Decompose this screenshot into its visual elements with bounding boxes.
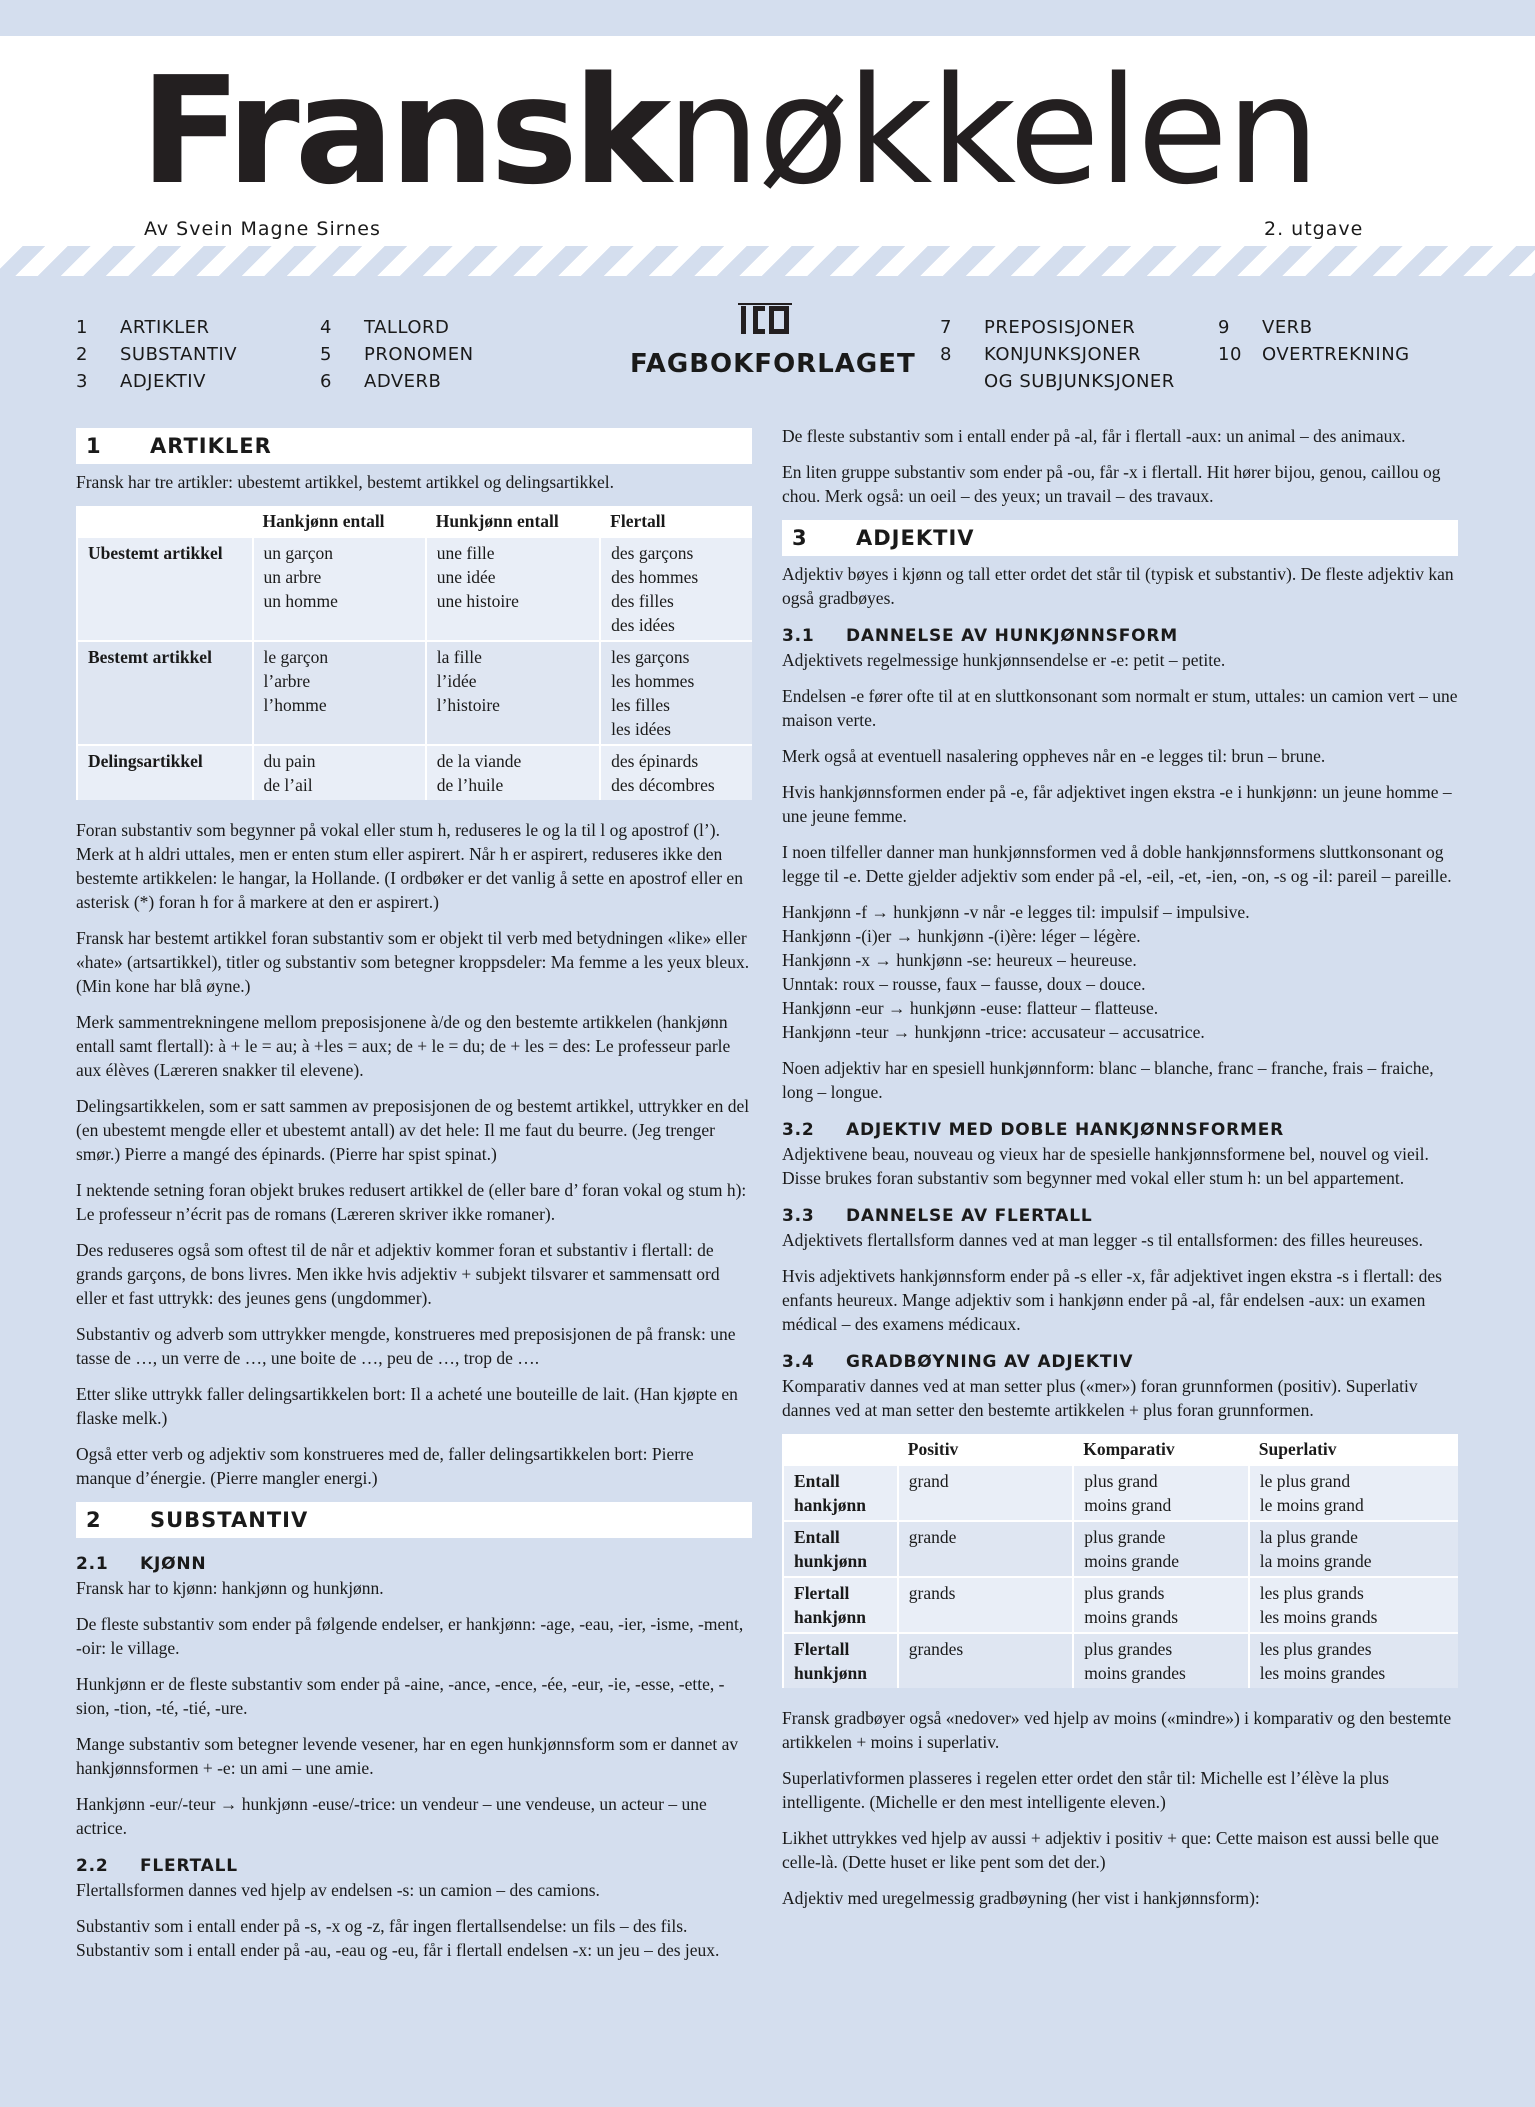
- paragraph: I nektende setning foran objekt brukes redusert artikkel de (eller bare d’ foran vokal og stum h): Le professeur n’écrit pas de romans (Læreren skriver ikke romaner).: [76, 1180, 747, 1224]
- toc-item[interactable]: 3 ADJEKTIV: [76, 371, 206, 392]
- subsection-heading: 3.2 ADJEKTIV MED DOBLE HANKJØNNSFORMER: [782, 1120, 1285, 1140]
- paragraph: Substantiv og adverb som uttrykker mengde, konstrueres med preposisjonen de på fransk: une tasse de …, un verre de …, une boite de …, peu de …, trop de ….: [76, 1324, 736, 1368]
- section-heading-substantiv: 2 SUBSTANTIV: [76, 1502, 752, 1538]
- table-header: [783, 1434, 898, 1465]
- paragraph: Komparativ dannes ved at man setter plus («mer») foran grunnformen (positiv). Superlativ dannes ved at man setter den bestemte artikkelen + plus foran grunnformen.: [782, 1376, 1418, 1420]
- paragraph: Adjektivets flertallsform dannes ved at man legger -s til entallsformen: des filles heureuses.: [782, 1230, 1423, 1250]
- table-header: Superlativ: [1249, 1434, 1458, 1465]
- edition: 2. utgave: [1264, 218, 1364, 240]
- list-item: Hankjønn -teur → hunkjønn -trice: accusateur – accusatrice.: [782, 1022, 1205, 1042]
- paragraph: Hvis adjektivets hankjønnsform ender på -s eller -x, får adjektivet ingen ekstra -s i flertall: des enfants heureux. Mange adjektiv som i hankjønn ender på -al, får endelsen -aux: un examen médical – des examens médicaux.: [782, 1266, 1442, 1334]
- title-light: nøkkelen: [666, 45, 1318, 217]
- paragraph: Fransk gradbøyer også «nedover» ved hjelp av moins («mindre») i komparativ og den bestemte artikkelen + moins i superlativ.: [782, 1708, 1452, 1752]
- paragraph: Delingsartikkelen, som er satt sammen av preposisjonen de og bestemt artikkel, uttrykker en del (en ubestemt mengde eller et ubestemt antall) av det hele: Il me faut du beurre. (Jeg trenger smør.) Pierre a mangé des épinards. (Pierre har spist spinat.): [76, 1096, 750, 1164]
- subsection-heading: 2.1 KJØNN: [76, 1554, 207, 1574]
- table-header: [77, 506, 253, 537]
- paragraph: Adjektivets regelmessige hunkjønnsendelse er -e: petit – petite.: [782, 650, 1226, 670]
- paragraph: Hankjønn -eur/-teur → hunkjønn -euse/-trice: un vendeur – une vendeuse, un acteur – une actrice.: [76, 1794, 707, 1838]
- list-item: Hankjønn -(i)er → hunkjønn -(i)ère: léger – légère.: [782, 926, 1141, 946]
- toc-item[interactable]: 1 ARTIKLER: [76, 317, 210, 338]
- table-row: Ubestemt artikkel un garçon un arbre un homme une fille une idée une histoire des garçons des hommes des filles des idées: [77, 537, 752, 641]
- table-row: Entall hunkjønn grande plus grande moins grande la plus grande la moins grande: [783, 1521, 1458, 1577]
- paragraph: Adjektiv med uregelmessig gradbøyning (her vist i hankjønnsform):: [782, 1888, 1260, 1908]
- articles-table: [76, 506, 752, 800]
- publisher-logo: [630, 302, 916, 379]
- comparison-table: [782, 1434, 1458, 1688]
- paragraph: Substantiv som i entall ender på -s, -x og -z, får ingen flertallsendelse: un fils – des fils. Substantiv som i entall ender på -au, -eau og -eu, får i flertall endelsen -x: un jeu – des jeux.: [76, 1916, 720, 1960]
- title-bold: Fransk: [140, 45, 667, 217]
- paragraph: Noen adjektiv har en spesiell hunkjønnform: blanc – blanche, franc – franche, frais – fraiche, long – longue.: [782, 1058, 1434, 1102]
- author: Av Svein Magne Sirnes: [144, 218, 381, 240]
- paragraph: Adjektiv bøyes i kjønn og tall etter ordet det står til (typisk et substantiv). De fleste adjektiv kan også gradbøyes.: [782, 564, 1454, 608]
- publisher-name: FAGBOKFORLAGET: [630, 349, 916, 379]
- subsection-heading: 3.1 DANNELSE AV HUNKJØNNSFORM: [782, 626, 1179, 646]
- table-header: Komparativ: [1073, 1434, 1249, 1465]
- table-header: Hankjønn entall: [253, 506, 426, 537]
- paragraph: Merk sammentrekningene mellom preposisjonene à/de og den bestemte artikkelen (hankjønn entall samt flertall): à + le = au; à +les = aux; de + le = du; de + les = des: Le professeur parle aux élèves (Læreren snakker til elevene).: [76, 1012, 731, 1080]
- toc-item[interactable]: 8 KONJUNKSJONER: [940, 344, 1141, 365]
- right-column: [782, 424, 1458, 1922]
- section-heading-artikler: 1 ARTIKLER: [76, 428, 752, 464]
- toc-column-2: [320, 314, 474, 395]
- toc-item[interactable]: 7 PREPOSISJONER: [940, 317, 1136, 338]
- paragraph: De fleste substantiv som ender på følgende endelser, er hankjønn: -age, -eau, -ier, -isme, -ment, -oir: le village.: [76, 1614, 744, 1658]
- toc-item[interactable]: 2 SUBSTANTIV: [76, 344, 238, 365]
- toc-item[interactable]: 4 TALLORD: [320, 317, 450, 338]
- paragraph: Des reduseres også som oftest til de når et adjektiv kommer foran et substantiv i flertall: de grands garçons, de bons livres. Men ikke hvis adjektiv + subjekt tilsvarer et sammensatt ord eller et fast uttrykk: des jeunes gens (ungdommer).: [76, 1240, 720, 1308]
- paragraph: I noen tilfeller danner man hunkjønnsformen ved å doble hankjønnsformens sluttkonsonant og legge til -e. Dette gjelder adjektiv som ender på -el, -eil, -et, -ien, -on, -s og -il: pareil – pareille.: [782, 842, 1452, 886]
- header-stripes: [0, 246, 1535, 276]
- paragraph: Hvis hankjønnsformen ender på -e, får adjektivet ingen ekstra -e i hunkjønn: un jeune homme – une jeune femme.: [782, 782, 1452, 826]
- toc-item[interactable]: 9 VERB: [1218, 317, 1313, 338]
- subsection-heading: 2.2 FLERTALL: [76, 1856, 238, 1876]
- table-header: Flertall: [600, 506, 752, 537]
- paragraph: Hunkjønn er de fleste substantiv som ender på -aine, -ance, -ence, -ée, -eur, -ie, -esse, -ette, -sion, -tion, -té, -tié, -ure.: [76, 1674, 725, 1718]
- paragraph: Likhet uttrykkes ved hjelp av aussi + adjektiv i positiv + que: Cette maison est aussi belle que celle-là. (Dette huset er like pent som det der.): [782, 1828, 1439, 1872]
- table-header: Positiv: [898, 1434, 1074, 1465]
- toc-column-3: [940, 314, 1175, 395]
- toc-column-4: [1218, 314, 1410, 368]
- list-item: Hankjønn -f → hunkjønn -v når -e legges til: impulsif – impulsive.: [782, 902, 1250, 922]
- rule-list: [782, 900, 1458, 1044]
- paragraph: De fleste substantiv som i entall ender på -al, får i flertall -aux: un animal – des animaux.: [782, 426, 1406, 446]
- paragraph: Adjektivene beau, nouveau og vieux har de spesielle hankjønnsformene bel, nouvel og vieil. Disse brukes foran substantiv som begynner med vokal eller stum h: un bel appartement.: [782, 1144, 1429, 1188]
- section-heading-adjektiv: 3 ADJEKTIV: [782, 520, 1458, 556]
- toc-item[interactable]: 5 PRONOMEN: [320, 344, 474, 365]
- toc-item[interactable]: 6 ADVERB: [320, 371, 442, 392]
- subsection-heading: 3.3 DANNELSE AV FLERTALL: [782, 1206, 1093, 1226]
- paragraph: En liten gruppe substantiv som ender på -ou, får -x i flertall. Hit hører bijou, genou, caillou og chou. Merk også: un oeil – des yeux; un travail – des travaux.: [782, 462, 1441, 506]
- paragraph: Fransk har bestemt artikkel foran substantiv som er objekt til verb med betydningen «like» eller «hate» (artsartikkel), titler og substantiv som betegner kroppsdeler: Ma femme a les yeux bleux. (Min kone har blå øyne.): [76, 928, 750, 996]
- toc-item[interactable]: 10 OVERTREKNING: [1218, 344, 1410, 365]
- toc-item[interactable]: OG SUBJUNKSJONER: [984, 371, 1175, 392]
- paragraph: Flertallsformen dannes ved hjelp av endelsen -s: un camion – des camions.: [76, 1880, 600, 1900]
- paragraph: Foran substantiv som begynner på vokal eller stum h, reduseres le og la til l og apostrof (l’). Merk at h aldri uttales, men er enten stum eller aspirert. Når h er aspirert, reduseres ikke den bestemte artikkelen: le hangar, la Hollande. (I ordbøker er det vanlig å sette en apostrof eller en asterisk (*) foran h for å markere at den er aspirert.): [76, 820, 743, 912]
- table-row: Delingsartikkel du pain de l’ail de la viande de l’huile des épinards des décombres: [77, 745, 752, 800]
- paragraph: Fransk har to kjønn: hankjønn og hunkjønn.: [76, 1578, 384, 1598]
- list-item: Unntak: roux – rousse, faux – fausse, doux – douce.: [782, 974, 1146, 994]
- subsection-heading: 3.4 GRADBØYNING AV ADJEKTIV: [782, 1352, 1134, 1372]
- table-row: Entall hankjønn grand plus grand moins grand le plus grand le moins grand: [783, 1465, 1458, 1521]
- list-item: Hankjønn -x → hunkjønn -se: heureux – heureuse.: [782, 950, 1137, 970]
- list-item: Hankjønn -eur → hunkjønn -euse: flatteur – flatteuse.: [782, 998, 1159, 1018]
- page-title: [140, 45, 1318, 217]
- table-header: Hunkjønn entall: [426, 506, 600, 537]
- paragraph: Også etter verb og adjektiv som konstrueres med de, faller delingsartikkelen bort: Pierre manque d’énergie. (Pierre mangler energi.): [76, 1444, 694, 1488]
- fagbokforlaget-logo-icon: [737, 302, 793, 338]
- table-row: Flertall hunkjønn grandes plus grandes moins grandes les plus grandes les moins grandes: [783, 1633, 1458, 1688]
- table-row: Bestemt artikkel le garçon l’arbre l’homme la fille l’idée l’histoire les garçons les hommes les filles les idées: [77, 641, 752, 745]
- paragraph: Mange substantiv som betegner levende vesener, har en egen hunkjønnsform som er dannet av hankjønnsformen + -e: un ami – une amie.: [76, 1734, 739, 1778]
- paragraph: Fransk har tre artikler: ubestemt artikkel, bestemt artikkel og delingsartikkel.: [76, 472, 614, 492]
- toc-column-1: [76, 314, 237, 395]
- paragraph: Etter slike uttrykk faller delingsartikkelen bort: Il a acheté une bouteille de lait. (Han kjøpte en flaske melk.): [76, 1384, 738, 1428]
- paragraph: Superlativformen plasseres i regelen etter ordet den står til: Michelle est l’élève la plus intelligente. (Michelle er den mest intelligente eleven.): [782, 1768, 1389, 1812]
- paragraph: Endelsen -e fører ofte til at en sluttkonsonant som normalt er stum, uttales: un camion vert – une maison verte.: [782, 686, 1458, 730]
- paragraph: Merk også at eventuell nasalering oppheves når en -e legges til: brun – brune.: [782, 746, 1326, 766]
- table-row: Flertall hankjønn grands plus grands moins grands les plus grands les moins grands: [783, 1577, 1458, 1633]
- left-column: [76, 428, 752, 1974]
